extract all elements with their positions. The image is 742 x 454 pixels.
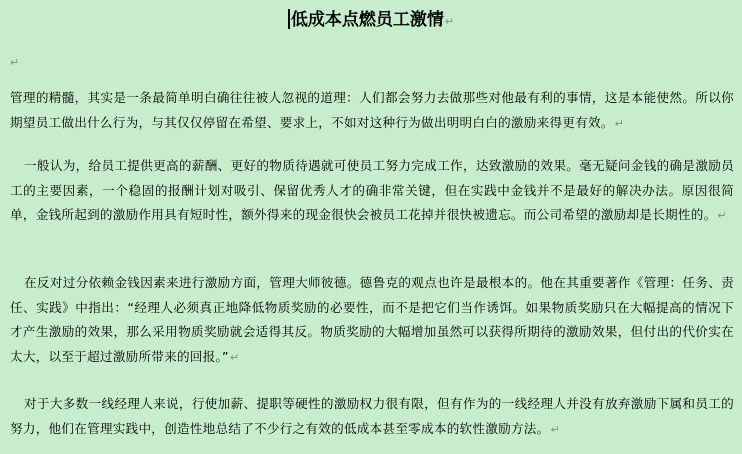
paragraph-2 <box>10 154 734 229</box>
paragraph-text: 对于大多数一线经理人来说，行使加薪、提职等硬性的激励权力很有限，但有作为的一线经理人并没有放弃激励下属和员工的努力，他们在管理实践中，创造性地总结了不少行之有效的低成本甚至零成本的软性激励方法。 <box>10 396 734 436</box>
paragraph-text: 管理的精髓，其实是一条最简单明白确往往被人忽视的道理：人们都会努力去做那些对他最有利的事情，这是本能使然。所以你期望员工做出什么行为，与其仅仅停留在希望、要求上，不如对这种行为做出明明白白的激励来得更有效。 <box>10 90 734 130</box>
paragraph-mark-icon: ↵ <box>550 422 560 436</box>
document-title: 低成本点燃员工激情 <box>290 10 444 30</box>
paragraph-mark-icon: ↵ <box>717 209 727 222</box>
paragraph-1 <box>10 86 734 136</box>
paragraph-mark-icon: ↵ <box>229 350 240 364</box>
paragraph-4 <box>10 392 734 442</box>
paragraph-mark-icon: ↵ <box>614 116 625 130</box>
empty-paragraph <box>10 56 19 69</box>
paragraph-mark-icon: ↵ <box>10 56 20 69</box>
text-cursor <box>288 9 290 29</box>
paragraph-text: 一般认为，给员工提供更高的薪酬、更好的物质待遇就可使员工努力完成工作，达致激励的效果。毫无疑问金钱的确是激励员工的主要因素，一个稳固的报酬计划对吸引、保留优秀人才的确非常关键，但在实践中金钱并不是最好的解决办法。原因很简单，金钱所起到的激励作用具有短时性，额外得来的现金很快会被员工花掉并很快被遗忘。而公司希望的激励却是长期性的。 <box>10 158 734 222</box>
document-title-row <box>0 9 742 33</box>
paragraph-3 <box>10 271 734 370</box>
paragraph-mark-icon: ↵ <box>444 15 455 28</box>
paragraph-text: 在反对过分依赖金钱因素来进行激励方面，管理大师彼德。德鲁克的观点也许是最根本的。他在其重要著作《管理：任务、责任、实践》中指出：“经理人必须真正地降低物质奖励的必要性，而不是把它们当作诱饵。如果物质奖励只在大幅提高的情况下才产生激励的效果，那么采用物质奖励就会适得其反。物质奖励的大幅增加虽然可以获得所期待的激励效果，但付出的代价实在太大，以至于超过激励所带来的回报。” <box>10 275 734 364</box>
